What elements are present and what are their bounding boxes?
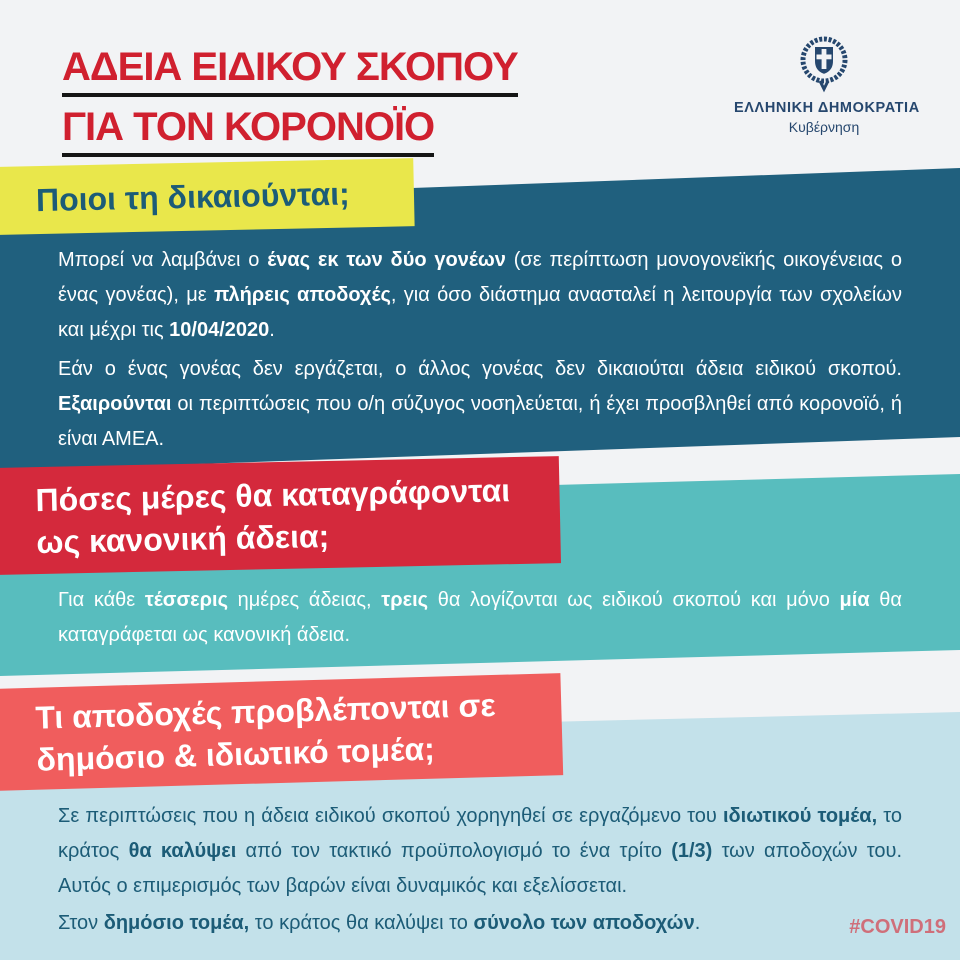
section3-heading: Τι αποδοχές προβλέπονται σε δημόσιο & ιδιωτικό τομέα;: [34, 686, 496, 778]
section3-paragraph-1: Σε περιπτώσεις που η άδεια ειδικού σκοπού χορηγηθεί σε εργαζόμενο του ιδιωτικού τομέα, το κράτος θα καλύψει από τον τακτικό προϋπολογισμό το ένα τρίτο (1/3) των αποδοχών του. Αυτός ο επιμερισμός των βαρών είναι δυναμικός και εξελίσσεται.: [58, 805, 902, 897]
logo-sub-name: Κυβέρνηση: [788, 119, 860, 135]
section1-paragraph-1: Μπορεί να λαμβάνει ο ένας εκ των δύο γονέων (σε περίπτωση μονογονεϊκής οικογένειας ο ένας γονέας), με πλήρεις αποδοχές, για όσο διάστημα ανασταλεί η λειτουργία των σχολείων και μέχρι τις 10/04/2020.: [58, 249, 902, 341]
greek-coat-of-arms-icon: [796, 34, 852, 94]
section2-banner: [0, 456, 561, 575]
government-logo: [734, 34, 920, 135]
section1-banner: [0, 158, 415, 235]
title-line1: ΑΔΕΙΑ ΕΙΔΙΚΟΥ ΣΚΟΠΟΥ: [62, 47, 518, 97]
logo-org-name: ΕΛΛΗΝΙΚΗ ΔΗΜΟΚΡΑΤΙΑ: [734, 100, 920, 116]
section1-paragraph-2: Εάν ο ένας γονέας δεν εργάζεται, ο άλλος γονέας δεν δικαιούται άδεια ειδικού σκοπού. Εξαιρούνται οι περιπτώσεις που ο/η σύζυγος νοσηλεύεται, ή έχει προσβληθεί από κορονοϊό, ή είναι ΑΜΕΑ.: [58, 358, 902, 450]
section2-paragraph-1: Για κάθε τέσσερις ημέρες άδειας, τρεις θα λογίζονται ως ειδικού σκοπού και μόνο μία θα καταγράφεται ως κανονική άδεια.: [58, 589, 902, 646]
section1-heading: Ποιοι τη δικαιούνται;: [35, 175, 351, 219]
covid19-hashtag: #COVID19: [849, 916, 946, 938]
section3-banner: [0, 673, 563, 791]
section2-heading: Πόσες μέρες θα καταγράφονται ως κανονική άδεια;: [35, 471, 511, 560]
section3-paragraph-2: Στον δημόσιο τομέα, το κράτος θα καλύψει το σύνολο των αποδοχών.: [58, 912, 701, 934]
title-line2: ΓΙΑ ΤΟΝ ΚΟΡΟΝΟΪΟ: [62, 107, 434, 157]
page-title: [62, 47, 518, 167]
